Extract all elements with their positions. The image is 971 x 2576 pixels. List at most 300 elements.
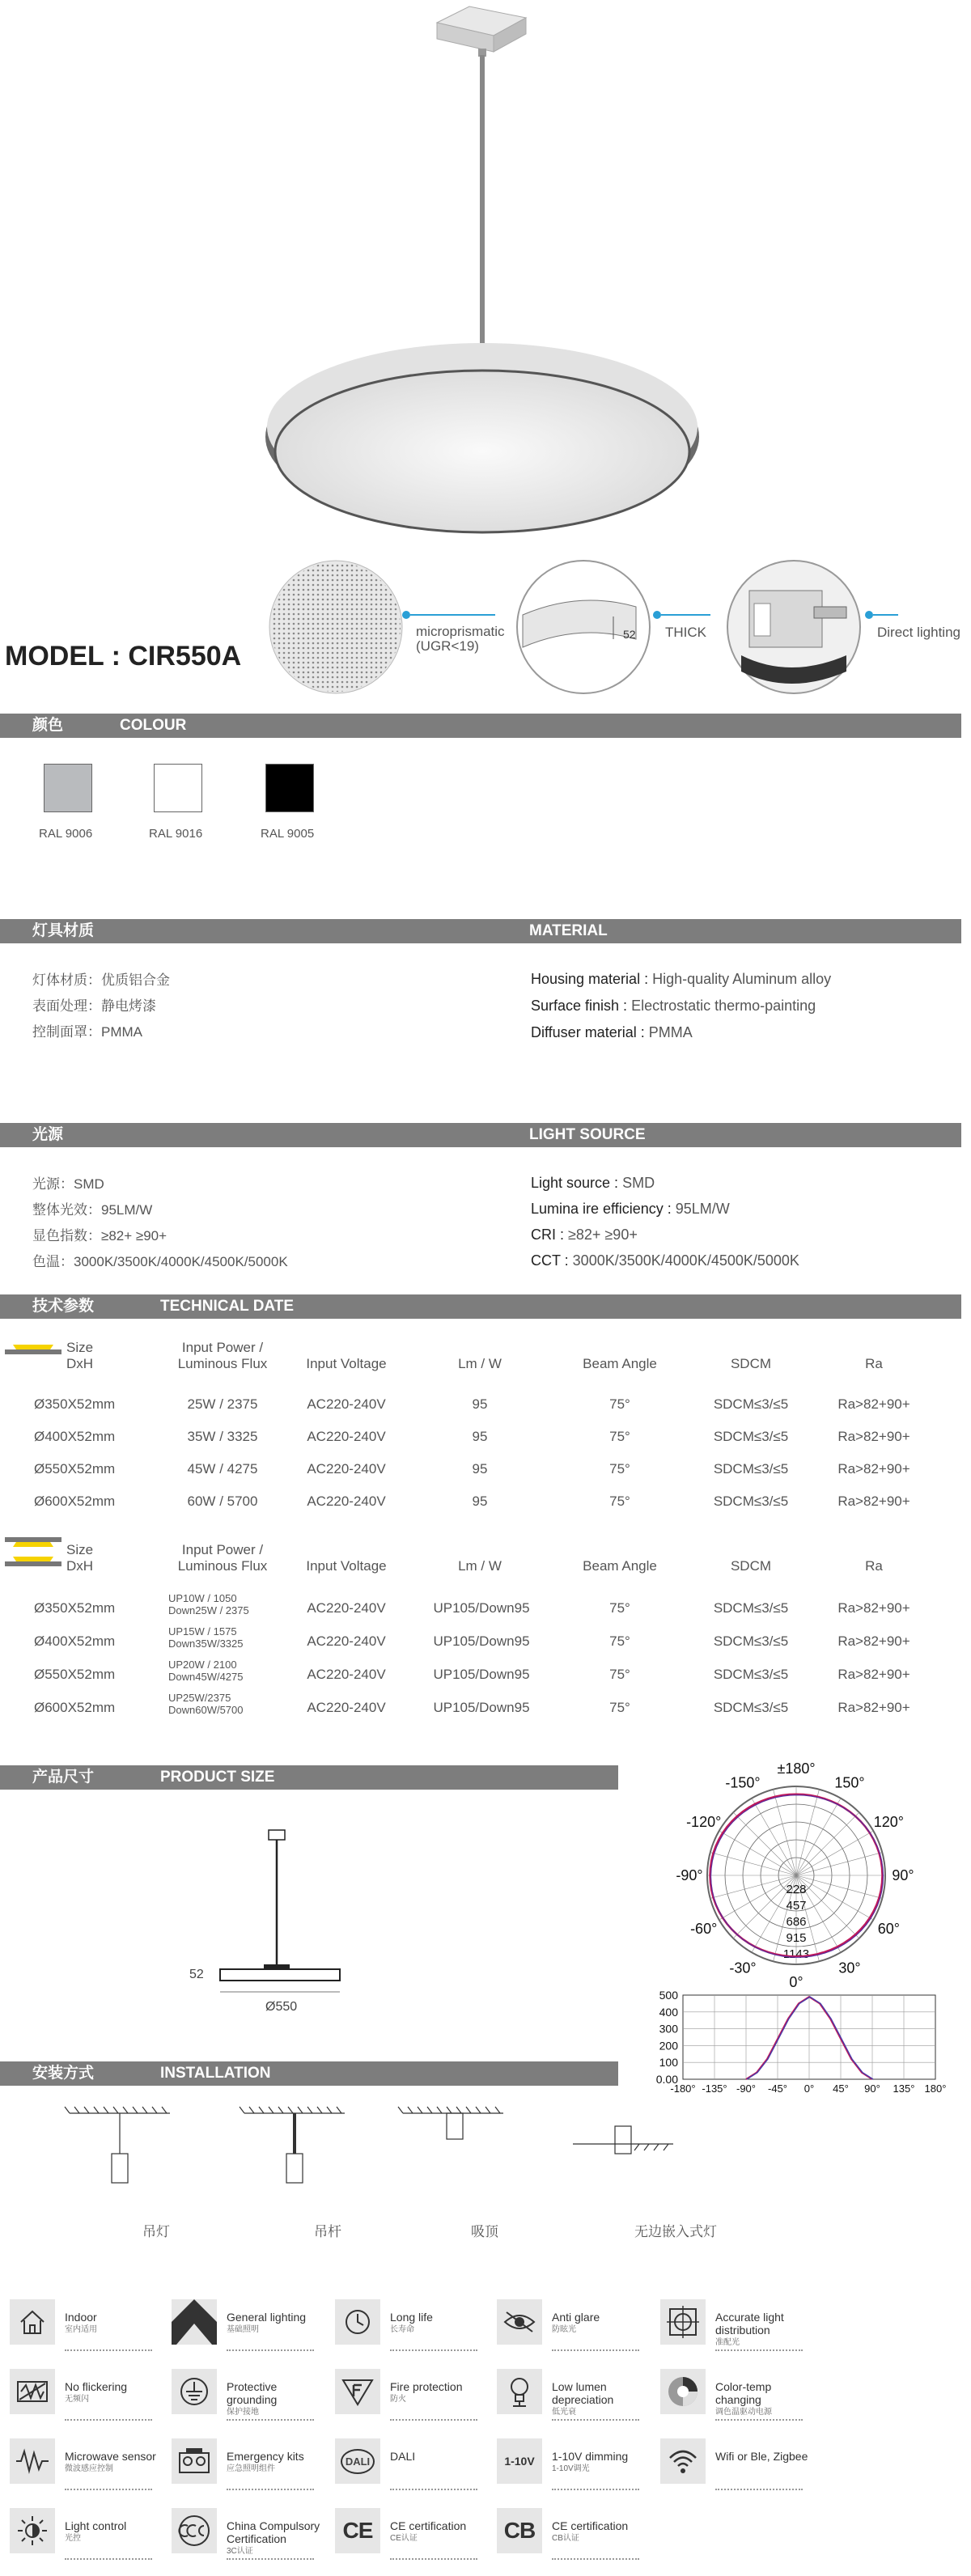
polar-spoke (719, 1831, 796, 1875)
feature-label (552, 2450, 628, 2476)
product-size-header (0, 1765, 618, 1790)
tech-col-header: Lm / W (458, 1558, 502, 1574)
tech-col-header: Input Power / Luminous Flux (177, 1340, 268, 1371)
feature-item (332, 2296, 490, 2354)
colour-cn: 颜色 (32, 717, 64, 734)
material-cn-list (32, 968, 170, 1045)
swatch-ral9016 (154, 764, 202, 812)
feature-item (657, 2366, 816, 2424)
feature-label-cn: 低光衰 (552, 2408, 576, 2417)
clock-icon (335, 2299, 380, 2345)
polar-spoke (796, 1875, 882, 1898)
tech-cell: 95 (472, 1429, 488, 1444)
feature-label (227, 2450, 304, 2476)
tech-col-header: Ra (865, 1356, 883, 1371)
swatch-ral9005 (265, 764, 314, 812)
material-en-list (531, 966, 831, 1046)
sensor-icon (10, 2438, 55, 2484)
feature-label (552, 2380, 652, 2419)
tech-col-header: Lm / W (458, 1356, 502, 1371)
dotted-divider (552, 2419, 639, 2421)
y-tick-label: 500 (659, 1989, 678, 2002)
feature-label-cn: 光控 (65, 2534, 81, 2543)
tech-cell: AC220-240V (307, 1700, 386, 1715)
x-tick-label: 45° (833, 2082, 849, 2095)
feature-label-en: Low lumen depreciation (552, 2380, 614, 2406)
tech-cell: Ø550X52mm (34, 1667, 116, 1682)
feature-label-cn: 应急照明组件 (227, 2464, 275, 2473)
swatch-ral9006 (44, 764, 92, 812)
bulb-icon (497, 2369, 542, 2414)
polar-spoke (719, 1875, 796, 1920)
tech-cell: 35W / 3325 (187, 1429, 258, 1444)
tech-cell: SDCM≤3/≤5 (713, 1667, 789, 1682)
material-cn-line: 表面处理：静电烤漆 (32, 998, 156, 1014)
dotted-divider (552, 2349, 639, 2351)
polar-angle-label: -30° (729, 1960, 757, 1976)
feature-label-en: No flickering (65, 2380, 128, 2393)
feature-label-en: Protective grounding (227, 2380, 278, 2406)
tech-cell: AC220-240V (307, 1633, 386, 1649)
dotted-divider (390, 2349, 477, 2351)
tech-cell: SDCM≤3/≤5 (713, 1600, 789, 1616)
icon-glyph-text: CE (342, 2518, 373, 2543)
fire-f-icon (335, 2369, 380, 2414)
tech-cell: 95 (472, 1396, 488, 1412)
material-key: Surface finish : (531, 998, 628, 1014)
light-value: ≥82+ ≥90+ (564, 1227, 638, 1243)
feature-label-cn: CE认证 (390, 2534, 418, 2543)
feature-label (65, 2380, 127, 2406)
material-value: PMMA (644, 1024, 693, 1040)
x-tick-label: -180° (670, 2082, 696, 2095)
feature-item (494, 2296, 652, 2354)
colour-header (0, 714, 961, 738)
up-power: UP15W / 1575 (168, 1625, 237, 1638)
waveform-icon (10, 2369, 55, 2414)
dotted-divider (715, 2349, 803, 2351)
feature-label-cn: 调色温驱动电源 (715, 2408, 772, 2417)
feature-label (552, 2519, 628, 2545)
feature-label-cn: 3C认证 (227, 2547, 253, 2556)
tech-cell: Ø350X52mm (34, 1600, 116, 1616)
feature-item (657, 2435, 816, 2493)
polar-spoke (796, 1875, 873, 1920)
light-cn-line: 显色指数：≥82+ ≥90+ (32, 1228, 167, 1244)
feature-label-cn: 准配光 (715, 2338, 740, 2347)
feature-item (494, 2366, 652, 2424)
size-height-label: 52 (189, 1968, 204, 1981)
polar-ring-label: 457 (786, 1899, 807, 1913)
battery-icon (172, 2438, 217, 2484)
dotted-divider (715, 2419, 803, 2421)
feature-label (227, 2380, 327, 2419)
tech-cell: SDCM≤3/≤5 (713, 1461, 789, 1477)
feature-label-cn: 长寿命 (390, 2325, 414, 2334)
tech-col-header: Input Voltage (306, 1356, 387, 1371)
feature-item (168, 2435, 327, 2493)
dotted-divider (390, 2558, 477, 2560)
polar-spoke (796, 1812, 859, 1875)
swatch-label: RAL 9006 (39, 827, 93, 841)
tech-cell: Ø400X52mm (34, 1633, 116, 1649)
feature-item (494, 2435, 652, 2493)
polar-angle-label: 30° (838, 1960, 861, 1976)
tech-cell: Ø600X52mm (34, 1493, 116, 1509)
light-en-list (531, 1170, 799, 1273)
up-power: UP25W/2375 (168, 1692, 231, 1704)
feature-label-en: 1-10V dimming (552, 2450, 629, 2463)
feature-label-cn: 基础照明 (227, 2325, 259, 2334)
feature-label-cn: 防火 (390, 2395, 406, 2404)
y-tick-label: 200 (659, 2039, 678, 2053)
feature-label-en: Indoor (65, 2311, 97, 2324)
polar-ring-label: 1143 (782, 1947, 810, 1961)
up-power: UP20W / 2100 (168, 1659, 237, 1671)
dotted-divider (552, 2558, 639, 2560)
tech-cell: AC220-240V (307, 1461, 386, 1477)
light-key: CRI : (531, 1227, 565, 1243)
feature-label-en: Wifi or Ble, Zigbee (715, 2450, 808, 2463)
tech-cell: AC220-240V (307, 1396, 386, 1412)
size-diagram (210, 1820, 356, 2015)
tech-cell: Ra>82+90+ (837, 1429, 910, 1444)
feature-label (227, 2311, 306, 2337)
polar-spoke (796, 1831, 873, 1875)
polar-angle-label: -120° (686, 1814, 722, 1830)
tech-cell: Ra>82+90+ (837, 1396, 910, 1412)
polar-ring-label: 686 (786, 1915, 807, 1929)
tech-col-header: Size DxH (66, 1542, 94, 1574)
material-value: High-quality Aluminum alloy (648, 971, 832, 987)
x-tick-label: -90° (736, 2082, 756, 2095)
polar-spoke (710, 1853, 796, 1875)
x-tick-label: -135° (702, 2082, 727, 2095)
beam-marker-icon (5, 1536, 61, 1573)
material-cn-line: 控制面罩：PMMA (32, 1024, 142, 1040)
feature-label-cn: 防眩光 (552, 2325, 576, 2334)
feature-label-en: CE certification (390, 2519, 467, 2532)
tech-cell: 75° (609, 1461, 630, 1477)
tech-cell: Ra>82+90+ (837, 1667, 910, 1682)
tech-cell: SDCM≤3/≤5 (713, 1429, 789, 1444)
tech-cell: SDCM≤3/≤5 (713, 1700, 789, 1715)
direct-lighting-label: Direct lighting (877, 625, 960, 640)
icon-glyph-text: DALI (341, 2449, 375, 2474)
feature-label (65, 2450, 156, 2476)
feature-label (65, 2311, 97, 2337)
dotted-divider (390, 2419, 477, 2421)
light-cn-list (32, 1171, 288, 1275)
polar-angle-label: -60° (690, 1921, 718, 1937)
tech-cell: 60W / 5700 (187, 1493, 258, 1509)
ce-icon (335, 2508, 380, 2553)
colour-en: COLOUR (120, 717, 187, 734)
installation-header (0, 2061, 618, 2086)
tech-col-header: Input Power / Luminous Flux (177, 1542, 268, 1574)
feature-label (65, 2519, 126, 2545)
y-tick-label: 100 (659, 2056, 678, 2070)
tech-power-cell (168, 1692, 244, 1716)
feature-label-en: Long life (390, 2311, 433, 2324)
intensity-chart (647, 1987, 963, 2108)
polar-angle-label: 150° (834, 1774, 865, 1791)
tech-cell: Ra>82+90+ (837, 1700, 910, 1715)
house-icon (10, 2299, 55, 2345)
feature-label-cn: 无频闪 (65, 2395, 89, 2404)
feature-label-en: Color-temp changing (715, 2380, 772, 2406)
material-en: MATERIAL (529, 922, 608, 939)
tech-col-header: SDCM (730, 1356, 772, 1371)
polar-ring-label: 228 (786, 1883, 807, 1896)
feature-label-en: Fire protection (390, 2380, 463, 2393)
size-en: PRODUCT SIZE (160, 1769, 275, 1786)
tech-cell: UP105/Down95 (433, 1700, 530, 1715)
tech-cell: SDCM≤3/≤5 (713, 1493, 789, 1509)
light-en: LIGHT SOURCE (529, 1126, 646, 1143)
material-key: Housing material : (531, 971, 649, 987)
tech-cell: 25W / 2375 (187, 1396, 258, 1412)
feature-item (657, 2296, 816, 2354)
x-tick-label: 135° (893, 2082, 915, 2095)
tech-cell: Ø350X52mm (34, 1396, 116, 1412)
feature-item (332, 2505, 490, 2563)
feature-label-en: Accurate light distribution (715, 2311, 784, 2337)
dali-icon (335, 2438, 380, 2484)
microprismatic-label (416, 625, 505, 654)
swatch-label: RAL 9005 (261, 827, 315, 841)
tech-col-header: Size DxH (66, 1340, 94, 1371)
polar-angle-label: 60° (877, 1921, 900, 1937)
polar-chart (664, 1760, 955, 1990)
feature-label-en: General lighting (227, 2311, 307, 2324)
eye-icon (497, 2299, 542, 2345)
feature-label (390, 2380, 462, 2406)
thick-dimension: 52 (623, 628, 636, 641)
lamp-icon (172, 2299, 217, 2345)
ccc-icon (172, 2508, 217, 2553)
polar-angle-label: 0° (789, 1974, 804, 1990)
feature-label (390, 2450, 415, 2463)
light-cn-line: 色温：3000K/3500K/4000K/4500K/5000K (32, 1254, 288, 1269)
dotted-divider (227, 2419, 314, 2421)
feature-label-en: CE certification (552, 2519, 629, 2532)
dotted-divider (227, 2349, 314, 2351)
material-cn-line: 灯体材质：优质铝合金 (32, 972, 170, 988)
feature-label (715, 2380, 816, 2419)
product-illustration (202, 0, 769, 558)
feature-item (168, 2505, 327, 2563)
size-cn: 产品尺寸 (32, 1769, 95, 1786)
tech-cell: Ra>82+90+ (837, 1600, 910, 1616)
feature-label-cn: 室内适用 (65, 2325, 97, 2334)
feature-label-cn: CB认证 (552, 2534, 579, 2543)
tech-cell: SDCM≤3/≤5 (713, 1396, 789, 1412)
x-tick-label: 0° (804, 2082, 815, 2095)
sun-icon (10, 2508, 55, 2553)
feature-label (552, 2311, 600, 2337)
feature-label-en: China Compulsory Certification (227, 2519, 320, 2545)
ugr-text: (UGR<19) (416, 638, 479, 654)
tech-cell: 75° (609, 1633, 630, 1649)
feature-label (715, 2450, 808, 2463)
material-cn: 灯具材质 (32, 922, 95, 939)
feature-item (332, 2366, 490, 2424)
tech-cell: 75° (609, 1429, 630, 1444)
dotted-divider (227, 2489, 314, 2490)
y-tick-label: 300 (659, 2022, 678, 2036)
tech-cell: 95 (472, 1461, 488, 1477)
tech-cell: Ø400X52mm (34, 1429, 116, 1444)
light-value: SMD (618, 1175, 655, 1191)
feature-label (390, 2311, 433, 2337)
tech-cell: SDCM≤3/≤5 (713, 1633, 789, 1649)
tech-en: TECHNICAL DATE (160, 1298, 295, 1315)
thick-label: THICK (665, 625, 706, 640)
light-value: 95LM/W (671, 1201, 730, 1217)
polar-spoke (796, 1799, 841, 1875)
polar-spoke (752, 1799, 796, 1875)
color-wheel-icon (660, 2369, 706, 2414)
light-key: Light source : (531, 1175, 619, 1191)
feature-label (227, 2519, 327, 2558)
feature-label-en: Microwave sensor (65, 2450, 156, 2463)
size-diameter-label: Ø550 (265, 2000, 298, 2014)
feature-item (6, 2296, 165, 2354)
tech-cell: 75° (609, 1493, 630, 1509)
tech-cell: 95 (472, 1493, 488, 1509)
tech-cell: Ra>82+90+ (837, 1493, 910, 1509)
tech-cell: Ra>82+90+ (837, 1461, 910, 1477)
feature-item (6, 2366, 165, 2424)
feature-label-cn: 保护接地 (227, 2408, 259, 2417)
tech-cell: AC220-240V (307, 1667, 386, 1682)
light-cn-line: 光源：SMD (32, 1176, 104, 1192)
install-label: 吊杆 (314, 2224, 341, 2239)
model-title: MODEL : CIR550A (5, 641, 242, 672)
feature-label-en: Emergency kits (227, 2450, 304, 2463)
polar-angle-label: 90° (892, 1867, 914, 1883)
feature-label-en: Anti glare (552, 2311, 600, 2324)
light-cn: 光源 (32, 1126, 64, 1143)
tech-cell: Ø600X52mm (34, 1700, 116, 1715)
material-value: Electrostatic thermo-painting (627, 998, 816, 1014)
target-icon (660, 2299, 706, 2345)
tech-cell: AC220-240V (307, 1429, 386, 1444)
polar-spoke (710, 1875, 796, 1898)
polar-spoke (733, 1812, 796, 1875)
tech-cell: 75° (609, 1600, 630, 1616)
light-key: CCT : (531, 1252, 569, 1269)
dotted-divider (65, 2489, 152, 2490)
up-power: UP10W / 1050 (168, 1592, 237, 1604)
y-tick-label: 0.00 (655, 2073, 678, 2086)
x-tick-label: 90° (864, 2082, 880, 2095)
polar-spoke (796, 1790, 819, 1875)
dotted-divider (552, 2489, 639, 2490)
feature-item (494, 2505, 652, 2563)
dotted-divider (65, 2349, 152, 2351)
material-header (0, 919, 961, 943)
dotted-divider (227, 2558, 314, 2560)
dotted-divider (65, 2419, 152, 2421)
tech-cell: AC220-240V (307, 1600, 386, 1616)
x-tick-label: 180° (924, 2082, 947, 2095)
tech-cell: UP105/Down95 (433, 1667, 530, 1682)
dotted-divider (715, 2489, 803, 2490)
light-value: 3000K/3500K/4000K/4500K/5000K (568, 1252, 799, 1269)
feature-label-en: DALI (390, 2450, 416, 2463)
light-key: Lumina ire efficiency : (531, 1201, 672, 1217)
install-en: INSTALLATION (160, 2065, 271, 2082)
wifi-icon (660, 2438, 706, 2484)
feature-label (715, 2311, 816, 2349)
tech-cell: 45W / 4275 (187, 1461, 258, 1477)
tech-cell: 75° (609, 1667, 630, 1682)
feature-label-cn: 1-10V调光 (552, 2464, 590, 2473)
material-key: Diffuser material : (531, 1024, 645, 1040)
down-power: Down60W/5700 (168, 1704, 244, 1716)
light-cn-line: 整体光效：95LM/W (32, 1202, 153, 1218)
tech-cell: 75° (609, 1700, 630, 1715)
cb-icon (497, 2508, 542, 2553)
dotted-divider (390, 2489, 477, 2490)
feature-label-en: Light control (65, 2519, 127, 2532)
installation-diagrams (0, 2102, 728, 2191)
polar-angle-label: -150° (725, 1774, 761, 1791)
beam-marker-icon (5, 1338, 61, 1375)
tech-cell: UP105/Down95 (433, 1633, 530, 1649)
tech-power-cell (168, 1592, 249, 1616)
technical-header (0, 1294, 961, 1319)
polar-spoke (796, 1853, 882, 1875)
polar-spoke (774, 1790, 796, 1875)
tech-cell: Ø550X52mm (34, 1461, 116, 1477)
install-label: 无边嵌入式灯 (634, 2224, 717, 2239)
ground-icon (172, 2369, 217, 2414)
feature-item (6, 2505, 165, 2563)
tech-col-header: SDCM (730, 1558, 772, 1574)
feature-item (6, 2435, 165, 2493)
icon-glyph-text: CB (503, 2518, 536, 2543)
tech-col-header: Ra (865, 1558, 883, 1574)
microprismatic-text: microprismatic (416, 624, 505, 639)
tech-col-header: Beam Angle (583, 1558, 657, 1574)
tech-power-cell (168, 1625, 244, 1650)
tech-cn: 技术参数 (32, 1298, 95, 1315)
polar-angle-label: 120° (873, 1814, 904, 1830)
feature-item (168, 2366, 327, 2424)
swatch-label: RAL 9016 (149, 827, 203, 841)
light-source-header (0, 1123, 961, 1147)
feature-item (332, 2435, 490, 2493)
tech-cell: UP105/Down95 (433, 1600, 530, 1616)
install-label: 吊灯 (142, 2224, 170, 2239)
x-tick-label: -45° (768, 2082, 787, 2095)
icon-glyph-text: 1-10V (504, 2455, 535, 2468)
down-power: Down25W / 2375 (168, 1604, 249, 1616)
tech-col-header: Input Voltage (306, 1558, 387, 1574)
tech-power-cell (168, 1659, 244, 1683)
polar-angle-label: -90° (676, 1867, 703, 1883)
down-power: Down35W/3325 (168, 1638, 244, 1650)
feature-item (168, 2296, 327, 2354)
polar-angle-label: ±180° (777, 1760, 816, 1777)
feature-label-cn: 微波感应控制 (65, 2464, 113, 2473)
tech-cell: Ra>82+90+ (837, 1633, 910, 1649)
feature-label (390, 2519, 466, 2545)
y-tick-label: 400 (659, 2005, 678, 2019)
